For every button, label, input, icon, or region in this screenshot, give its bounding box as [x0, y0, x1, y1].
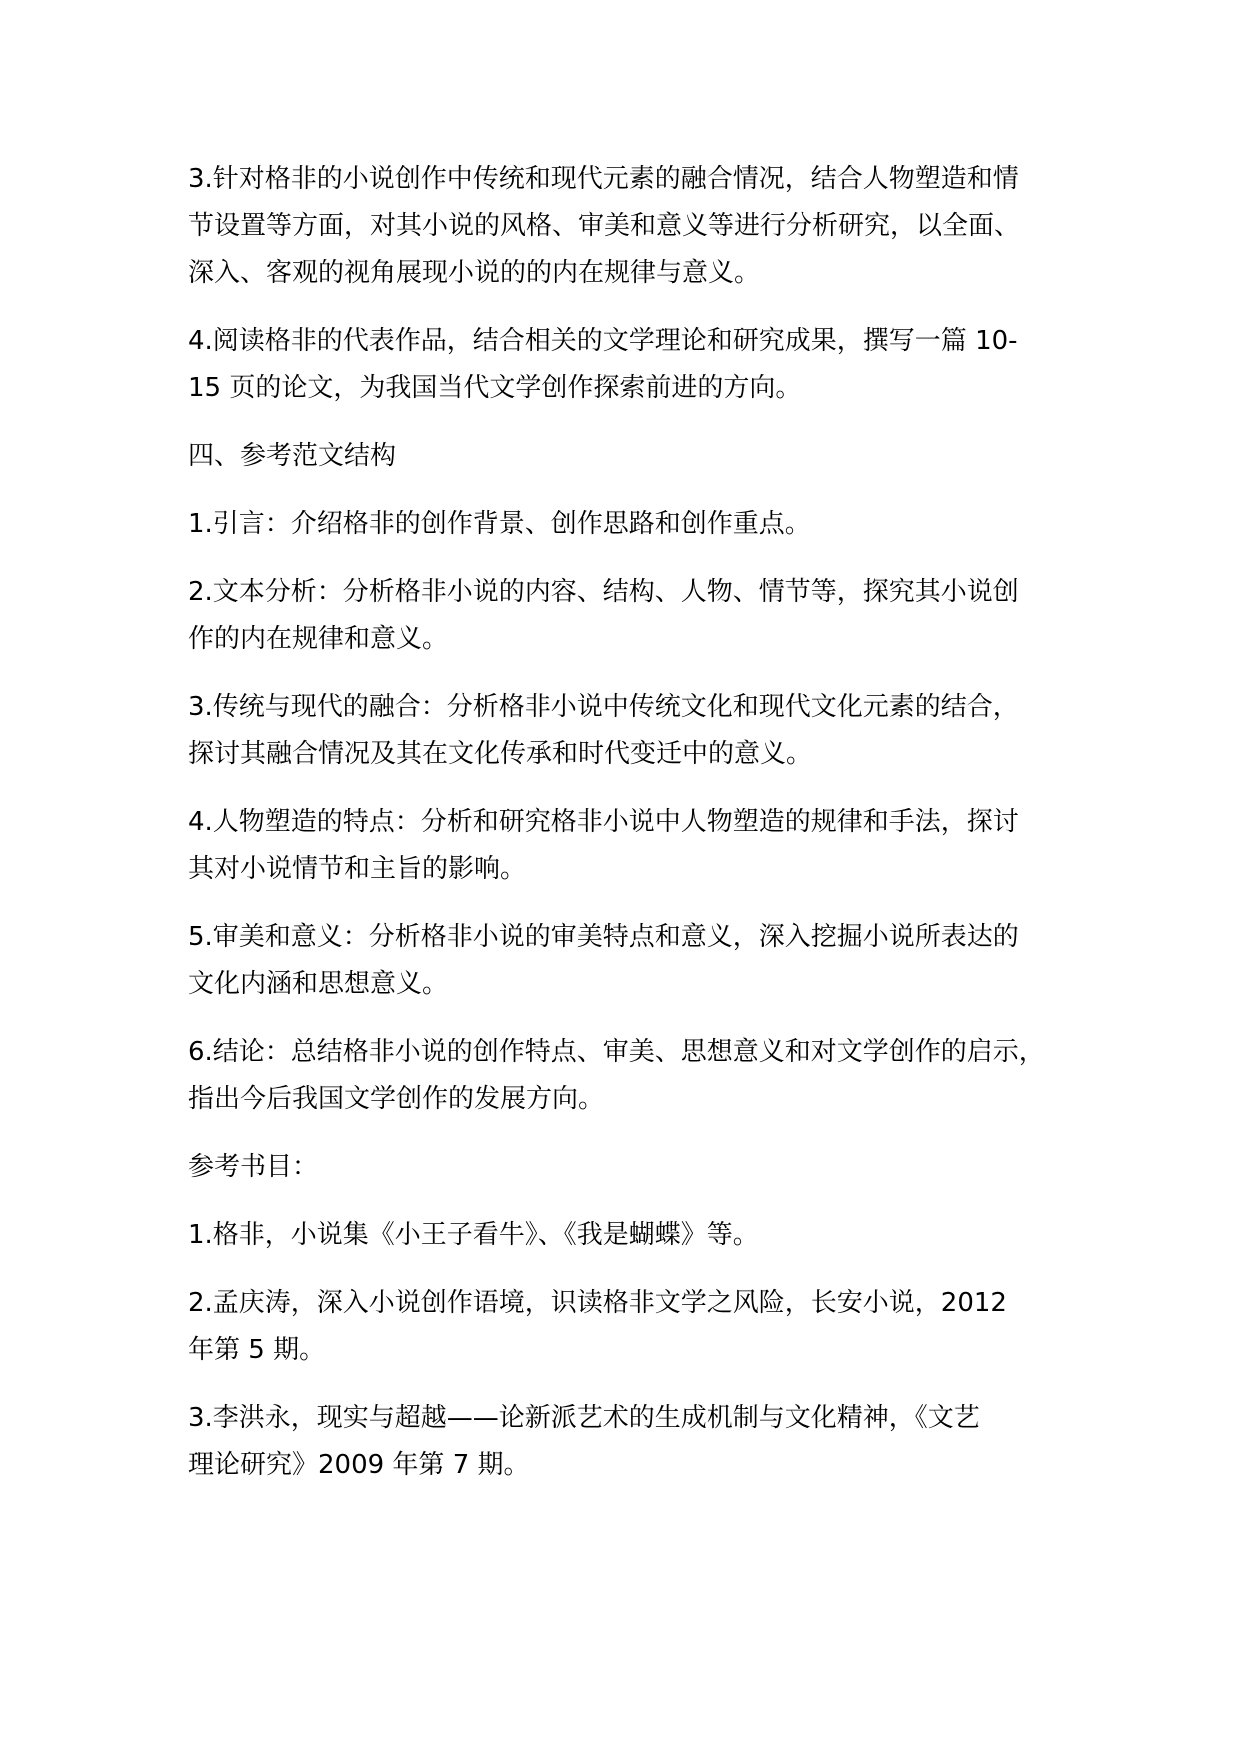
- section-heading-references: 参考书目：: [188, 1152, 319, 1182]
- paragraph-structure-item-5: 5.审美和意义：分析格非小说的审美特点和意义，深入挖掘小说所表达的 文化内涵和思想意义。: [188, 922, 1019, 999]
- paragraph-research-point-4: 4.阅读格非的代表作品，结合相关的文学理论和研究成果，撰写一篇 10- 15 页的论文，为我国当代文学创作探索前进的方向。: [188, 326, 1018, 403]
- document-body: [188, 156, 1088, 1510]
- reference-item-3: 3.李洪永，现实与超越——论新派艺术的生成机制与文化精神，《文艺 理论研究》2009 年第 7 期。: [188, 1403, 980, 1480]
- paragraph-structure-item-6: 6.结论：总结格非小说的创作特点、审美、思想意义和对文学创作的启示， 指出今后我国文学创作的发展方向。: [188, 1037, 1045, 1114]
- section-heading-structure: 四、参考范文结构: [188, 441, 397, 471]
- paragraph-structure-item-2: 2.文本分析：分析格非小说的内容、结构、人物、情节等，探究其小说创 作的内在规律和意义。: [188, 577, 1019, 654]
- reference-item-2: 2.孟庆涛，深入小说创作语境，识读格非文学之风险，长安小说，2012 年第 5 期。: [188, 1288, 1007, 1365]
- paragraph-structure-item-4: 4.人物塑造的特点：分析和研究格非小说中人物塑造的规律和手法，探讨 其对小说情节和主旨的影响。: [188, 807, 1019, 884]
- paragraph-research-point-3: 3.针对格非的小说创作中传统和现代元素的融合情况，结合人物塑造和情 节设置等方面，对其小说的风格、审美和意义等进行分析研究，以全面、 深入、客观的视角展现小说的的内在规律与意义。: [188, 164, 1021, 288]
- reference-item-1: 1.格非，小说集《小王子看牛》、《我是蝴蝶》等。: [188, 1220, 759, 1250]
- paragraph-structure-item-3: 3.传统与现代的融合：分析格非小说中传统文化和现代文化元素的结合， 探讨其融合情况及其在文化传承和时代变迁中的意义。: [188, 692, 1019, 769]
- paragraph-structure-item-1: 1.引言：介绍格非的创作背景、创作思路和创作重点。: [188, 509, 811, 539]
